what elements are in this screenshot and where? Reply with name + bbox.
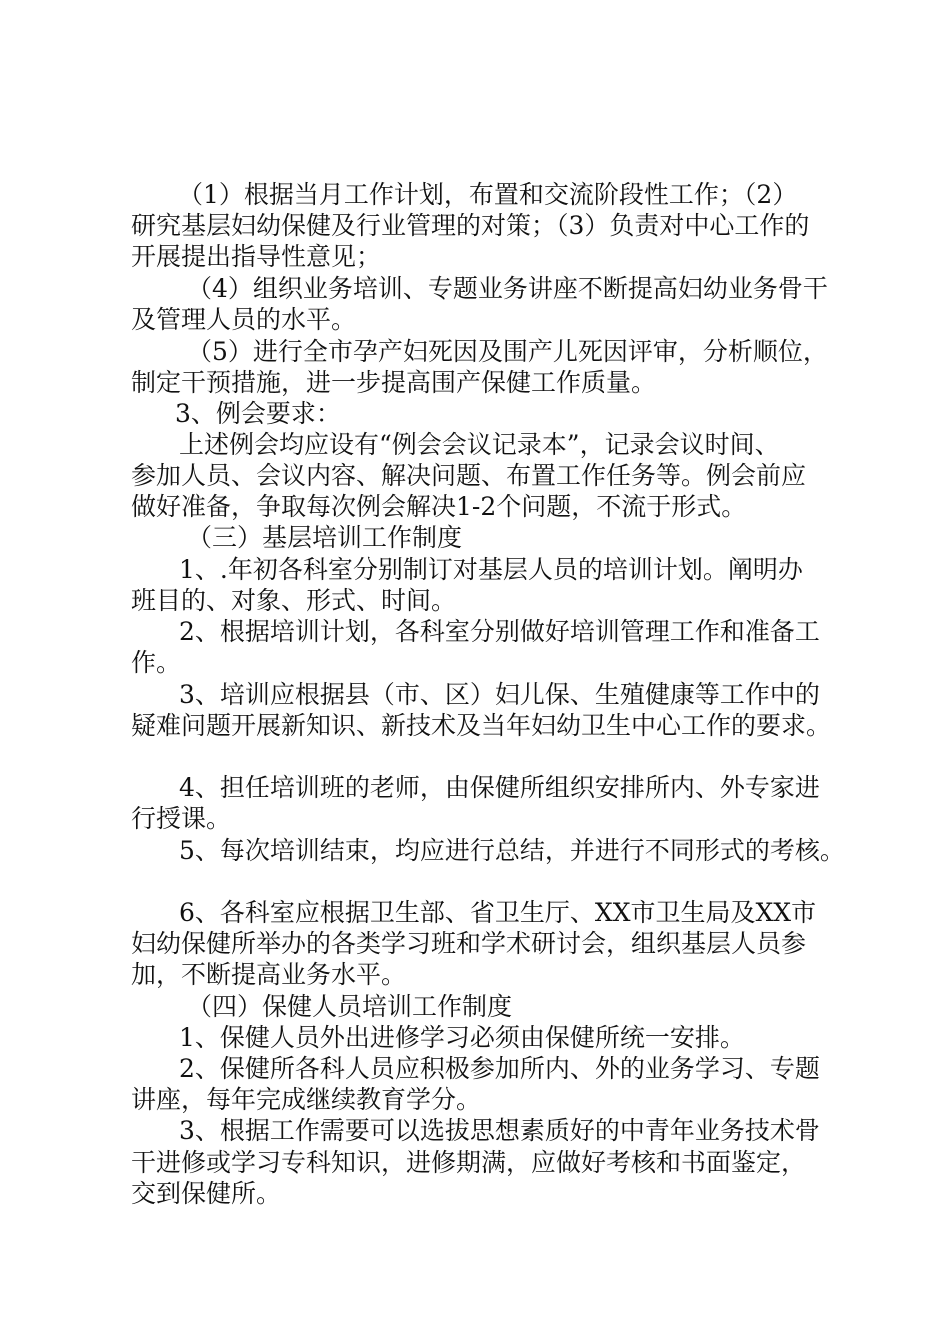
text-line: 疑难问题开展新知识、新技术及当年妇幼卫生中心工作的要求。 <box>131 711 832 740</box>
section-heading: （三）基层培训工作制度 <box>187 523 463 552</box>
text-line: 行授课。 <box>131 804 232 833</box>
text-line: 交到保健所。 <box>131 1179 282 1208</box>
text-line: 2、根据培训计划，各科室分别做好培训管理工作和准备工 <box>179 617 820 646</box>
text-line: 加，不断提高业务水平。 <box>131 960 407 989</box>
text-line: 做好准备，争取每次例会解决1-2个问题，不流于形式。 <box>131 492 747 521</box>
text-line: 制定干预措施，进一步提高围产保健工作质量。 <box>131 368 657 397</box>
text-line: 上述例会均应设有“例会会议记录本”，记录会议时间、 <box>179 430 780 459</box>
text-line: 参加人员、会议内容、解决问题、布置工作任务等。例会前应 <box>131 461 807 490</box>
text-line: 研究基层妇幼保健及行业管理的对策；（3）负责对中心工作的 <box>131 211 810 240</box>
text-line: （4）组织业务培训、专题业务讲座不断提高妇幼业务骨干 <box>187 274 828 303</box>
section-heading: （四）保健人员培训工作制度 <box>187 992 513 1021</box>
text-line: 及管理人员的水平。 <box>131 305 357 334</box>
text-line: 3、培训应根据县（市、区）妇儿保、生殖健康等工作中的 <box>179 680 820 709</box>
text-line: 5、每次培训结束，均应进行总结，并进行不同形式的考核。 <box>179 836 845 865</box>
text-line: 作。 <box>131 648 182 677</box>
text-line: 妇幼保健所举办的各类学习班和学术研讨会，组织基层人员参 <box>131 929 807 958</box>
text-line: （5）进行全市孕产妇死因及围产儿死因评审，分析顺位， <box>187 337 828 366</box>
text-line: 开展提出指导性意见； <box>131 242 382 271</box>
text-line: （1）根据当月工作计划，布置和交流阶段性工作；（2） <box>178 180 798 209</box>
text-line: 1、保健人员外出进修学习必须由保健所统一安排。 <box>179 1023 745 1052</box>
text-line: 班目的、对象、形式、时间。 <box>131 586 457 615</box>
text-line: 2、保健所各科人员应积极参加所内、外的业务学习、专题 <box>179 1054 820 1083</box>
text-line: 6、各科室应根据卫生部、省卫生厅、XX市卫生局及XX市 <box>179 898 817 927</box>
text-line: 4、担任培训班的老师，由保健所组织安排所内、外专家进 <box>179 773 820 802</box>
text-line: 干进修或学习专科知识，进修期满，应做好考核和书面鉴定， <box>131 1148 807 1177</box>
text-line: 1、.年初各科室分别制订对基层人员的培训计划。阐明办 <box>179 555 803 584</box>
text-line: 讲座，每年完成继续教育学分。 <box>131 1085 482 1114</box>
section-heading: 3、例会要求： <box>175 399 341 428</box>
text-line: 3、根据工作需要可以选拔思想素质好的中青年业务技术骨 <box>179 1116 820 1145</box>
